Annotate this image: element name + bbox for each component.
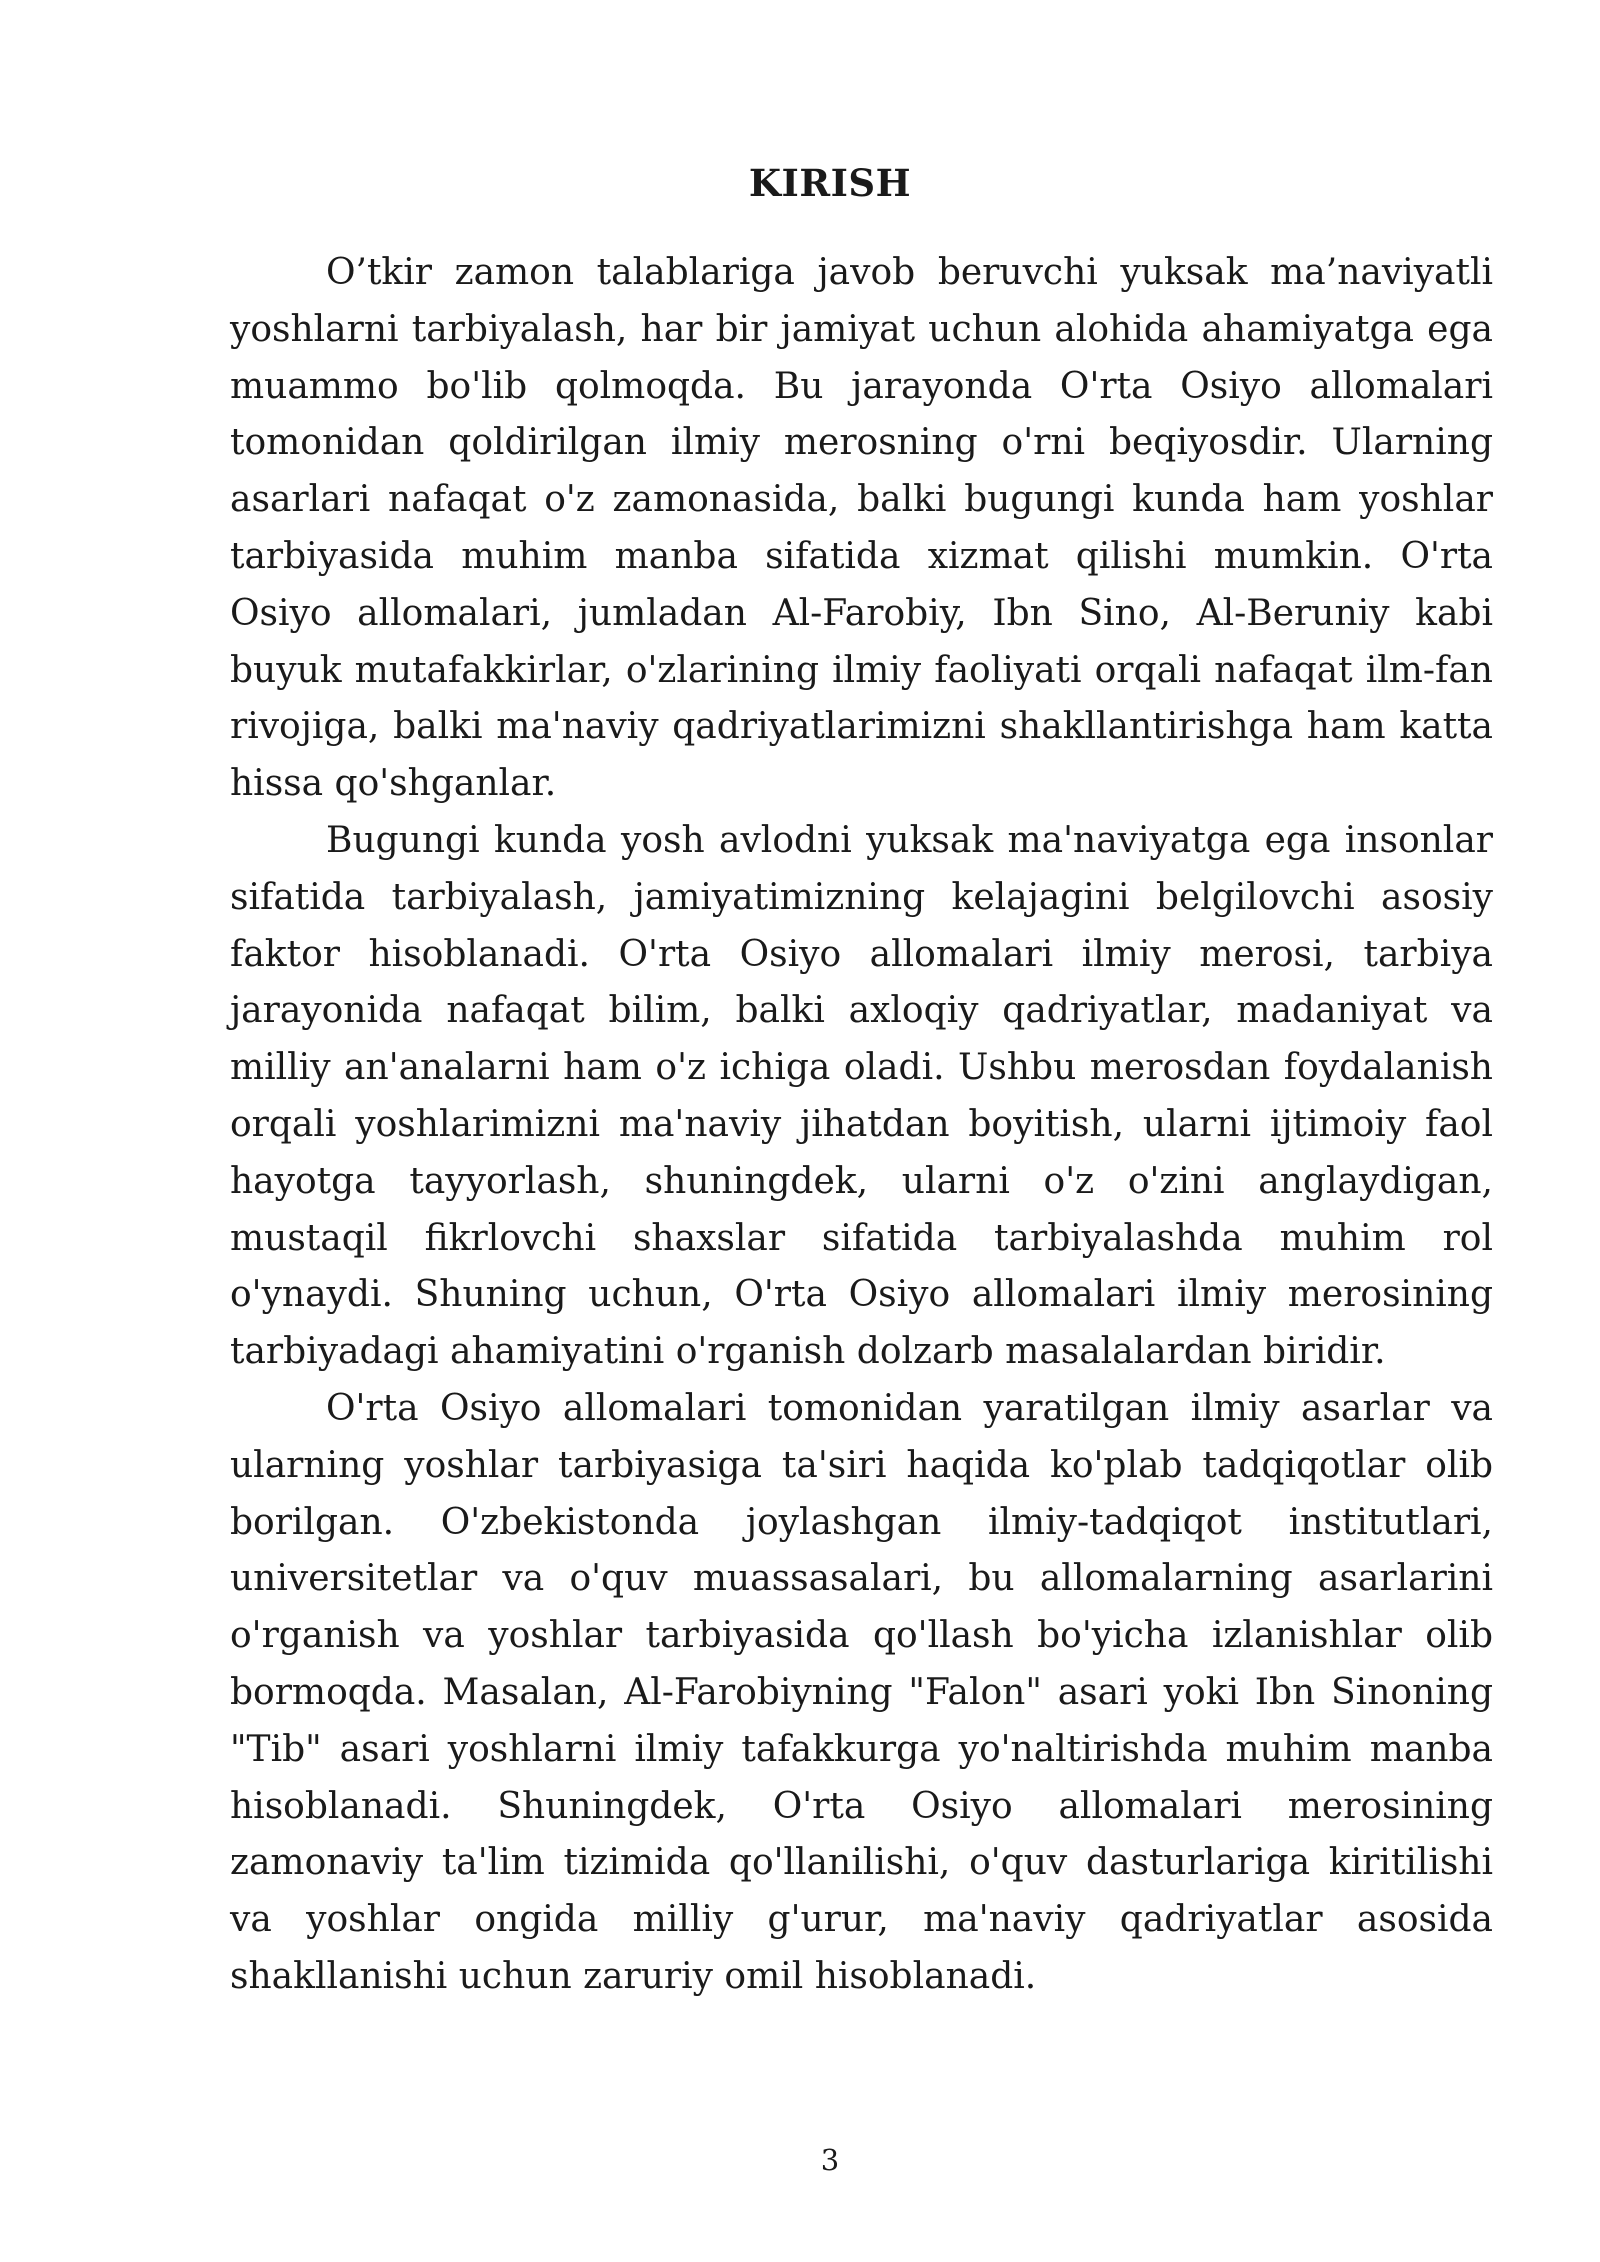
section-title: KIRISH xyxy=(748,161,912,205)
paragraph: Bugungi kunda yosh avlodni yuksak ma'naviyatga ega insonlar sifatida tarbiyalash, jamiyatimizning kelajagini belgilovchi asosiy faktor hisoblanadi. O'rta Osiyo allomalari ilmiy merosi, tarbiya jarayonida nafaqat bilim, balki axloqiy qadriyatlar, madaniyat va milliy an'analarni ham o'z ichiga oladi. Ushbu merosdan foydalanish orqali yoshlarimizni ma'naviy jihatdan boyitish, ularni ijtimoiy faol hayotga tayyorlash, shuningdek, ularni o'z o'zini anglaydigan, mustaqil fikrlovchi shaxslar sifatida tarbiyalashda muhim rol o'ynaydi. Shuning uchun, O'rta Osiyo allomalari ilmiy merosining tarbiyadagi ahamiyatini o'rganish dolzarb masalalardan biridir. xyxy=(230,819,1493,1373)
paragraph: O’tkir zamon talablariga javob beruvchi yuksak ma’naviyatli yoshlarni tarbiyalash, har bir jamiyat uchun alohida ahamiyatga ega muammo bo'lib qolmoqda. Bu jarayonda O'rta Osiyo allomalari tomonidan qoldirilgan ilmiy merosning o'rni beqiyosdir. Ularning asarlari nafaqat o'z zamonasida, balki bugungi kunda ham yoshlar tarbiyasida muhim manba sifatida xizmat qilishi mumkin. O'rta Osiyo allomalari, jumladan Al-Farobiy, Ibn Sino, Al-Beruniy kabi buyuk mutafakkirlar, o'zlarining ilmiy faoliyati orqali nafaqat ilm-fan rivojiga, balki ma'naviy qadriyatlarimizni shakllantirishga ham katta hissa qo'shganlar. xyxy=(230,252,1493,805)
body-text xyxy=(230,245,1493,2006)
paragraph: O'rta Osiyo allomalari tomonidan yaratilgan ilmiy asarlar va ularning yoshlar tarbiyasiga ta'siri haqida ko'plab tadqiqotlar olib borilgan. O'zbekistonda joylashgan ilmiy-tadqiqot institutlari, universitetlar va o'quv muassasalari, bu allomalarning asarlarini o'rganish va yoshlar tarbiyasida qo'llash bo'yicha izlanishlar olib bormoqda. Masalan, Al-Farobiyning "Falon" asari yoki Ibn Sinoning "Tib" asari yoshlarni ilmiy tafakkurga yo'naltirishda muhim manba hisoblanadi. Shuningdek, O'rta Osiyo allomalari merosining zamonaviy ta'lim tizimida qo'llanilishi, o'quv dasturlariga kiritilishi va yoshlar ongida milliy g'urur, ma'naviy qadriyatlar asosida shakllanishi uchun zaruriy omil hisoblanadi. xyxy=(230,1387,1493,1997)
page-number: 3 xyxy=(820,2143,840,2177)
